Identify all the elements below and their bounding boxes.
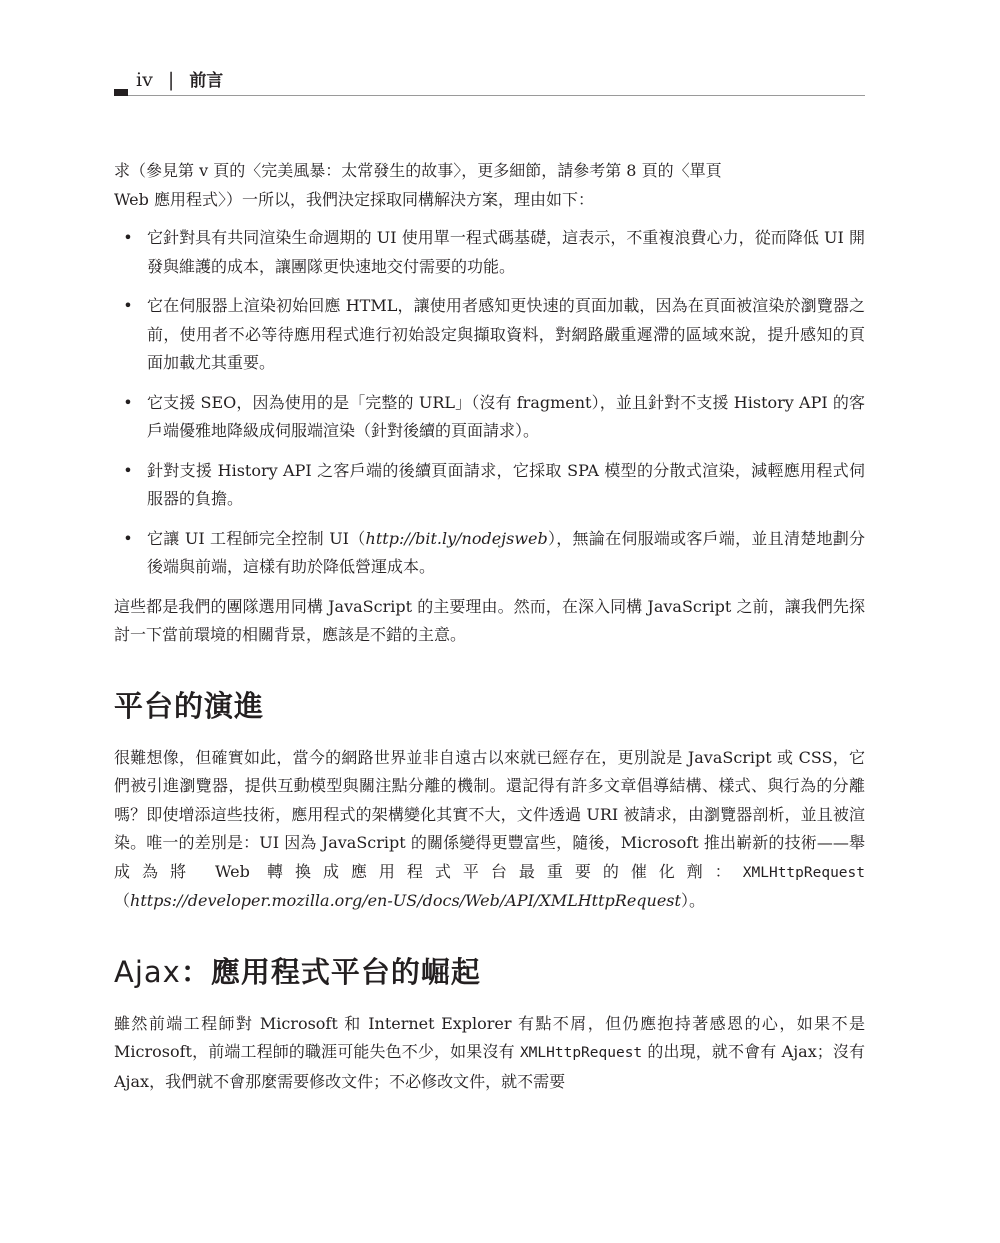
list-item-text: 它針對具有共同渲染生命週期的 UI 使用單一程式碼基礎，這表示，不重複浪費心力，從而降低 UI 開發與維護的成本，讓團隊更快速地交付需要的功能。 <box>147 228 865 276</box>
page-body <box>114 157 865 1096</box>
bullet-icon: • <box>123 296 133 315</box>
intro-line-1: 求（參見第 v 頁的〈完美風暴：太常發生的故事〉，更多細節，請參考第 8 頁的〈單頁 <box>114 161 722 180</box>
header-rule <box>128 95 865 96</box>
platform-text-end: ）。 <box>680 891 705 910</box>
closing-paragraph: 這些都是我們的團隊選用同構 JavaScript 的主要理由。然而，在深入同構 JavaScript 之前，讓我們先探討一下當前環境的相關背景，應該是不錯的主意。 <box>114 596 865 644</box>
bullet-icon: • <box>123 460 133 480</box>
heading-rest: ：應用程式平台的崛起 <box>180 954 481 989</box>
list-item <box>114 457 865 514</box>
bullet-icon: • <box>123 228 133 247</box>
ajax-paragraph <box>114 1010 865 1097</box>
bullet-icon: • <box>123 528 133 548</box>
ajax-text: 雖然前端工程師對 Microsoft 和 Internet Explorer 有點不屑，但仍應抱持著感恩的心，如果不是 Microsoft，前端工程師的職涯可能失色不少，如果沒有 <box>114 1013 865 1061</box>
list-item-text-post: ），無論在伺服端或客戶端，並且清楚地劃分後端與前端，這樣有助於降低營運成本。 <box>147 528 865 576</box>
list-item <box>114 292 865 378</box>
intro-paragraph <box>114 157 865 214</box>
heading-latin: Ajax <box>114 954 181 989</box>
platform-paragraph <box>114 744 865 916</box>
paren-open: （ <box>114 891 131 910</box>
list-item-text-pre: 它讓 UI 工程師完全控制 UI（ <box>147 528 366 548</box>
ajax-text-end: 的出現，就不會有 Ajax；沒有 Ajax，我們就不會那麼需要修改文件；不必修改文件，就不需要 <box>114 1042 865 1091</box>
list-item <box>114 525 865 582</box>
section-heading-platform: 平台的演進 <box>114 688 265 723</box>
xmlhttprequest-code: XMLHttpRequest <box>519 1045 643 1061</box>
mdn-link[interactable]: https://developer.mozilla.org/en-US/docs/Web/API/XMLHttpRequest <box>130 891 681 910</box>
list-item-text: 針對支援 History API 之客戶端的後續頁面請求，它採取 SPA 模型的分散式渲染，減輕應用程式伺服器的負擔。 <box>147 460 865 508</box>
list-item-text: 它在伺服器上渲染初始回應 HTML，讓使用者感知更快速的頁面加載，因為在頁面被渲染於瀏覽器之前，使用者不必等待應用程式進行初始設定與擷取資料，對網路嚴重遲滯的區域來說，提升感知的頁面加載尤其重要。 <box>147 296 865 372</box>
bullet-icon: • <box>123 392 133 412</box>
list-item-text: 它支援 SEO，因為使用的是「完整的 URL」（沒有 fragment），並且針對不支援 History API 的客戶端優雅地降級成伺服端渲染（針對後續的頁面請求）。 <box>147 392 865 440</box>
reasons-list <box>114 224 865 582</box>
header-marker <box>114 89 128 96</box>
platform-text: 很難想像，但確實如此，當今的網路世界並非自遠古以來就已經存在，更別說是 JavaScript 或 CSS，它們被引進瀏覽器，提供互動模型與關注點分離的機制。還記得有許多文章倡導結構、樣式、與行為的分離嗎？即使增添這些技術，應用程式的架構變化其實不大，文件透過 URI 被請求，由瀏覽器剖析，並且被渲染。唯一的差別是：UI 因為 JavaScript 的關係變得更豐富些，隨後，Microsoft 推出嶄新的技術——舉成為將 Web 轉換成應用程式平台最重要的催化劑： <box>114 747 865 881</box>
list-item <box>114 389 865 446</box>
nodejsweb-link[interactable]: http://bit.ly/nodejsweb <box>365 528 548 548</box>
xmlhttprequest-code: XMLHttpRequest <box>742 864 865 881</box>
intro-line-2: Web 應用程式〉）一所以，我們決定採取同構解決方案，理由如下： <box>114 189 594 209</box>
running-header <box>136 66 223 94</box>
section-heading-ajax <box>114 952 865 992</box>
header-separator: | <box>167 69 175 91</box>
page-number: iv <box>136 69 153 91</box>
list-item <box>114 224 865 281</box>
section-name: 前言 <box>189 71 224 91</box>
